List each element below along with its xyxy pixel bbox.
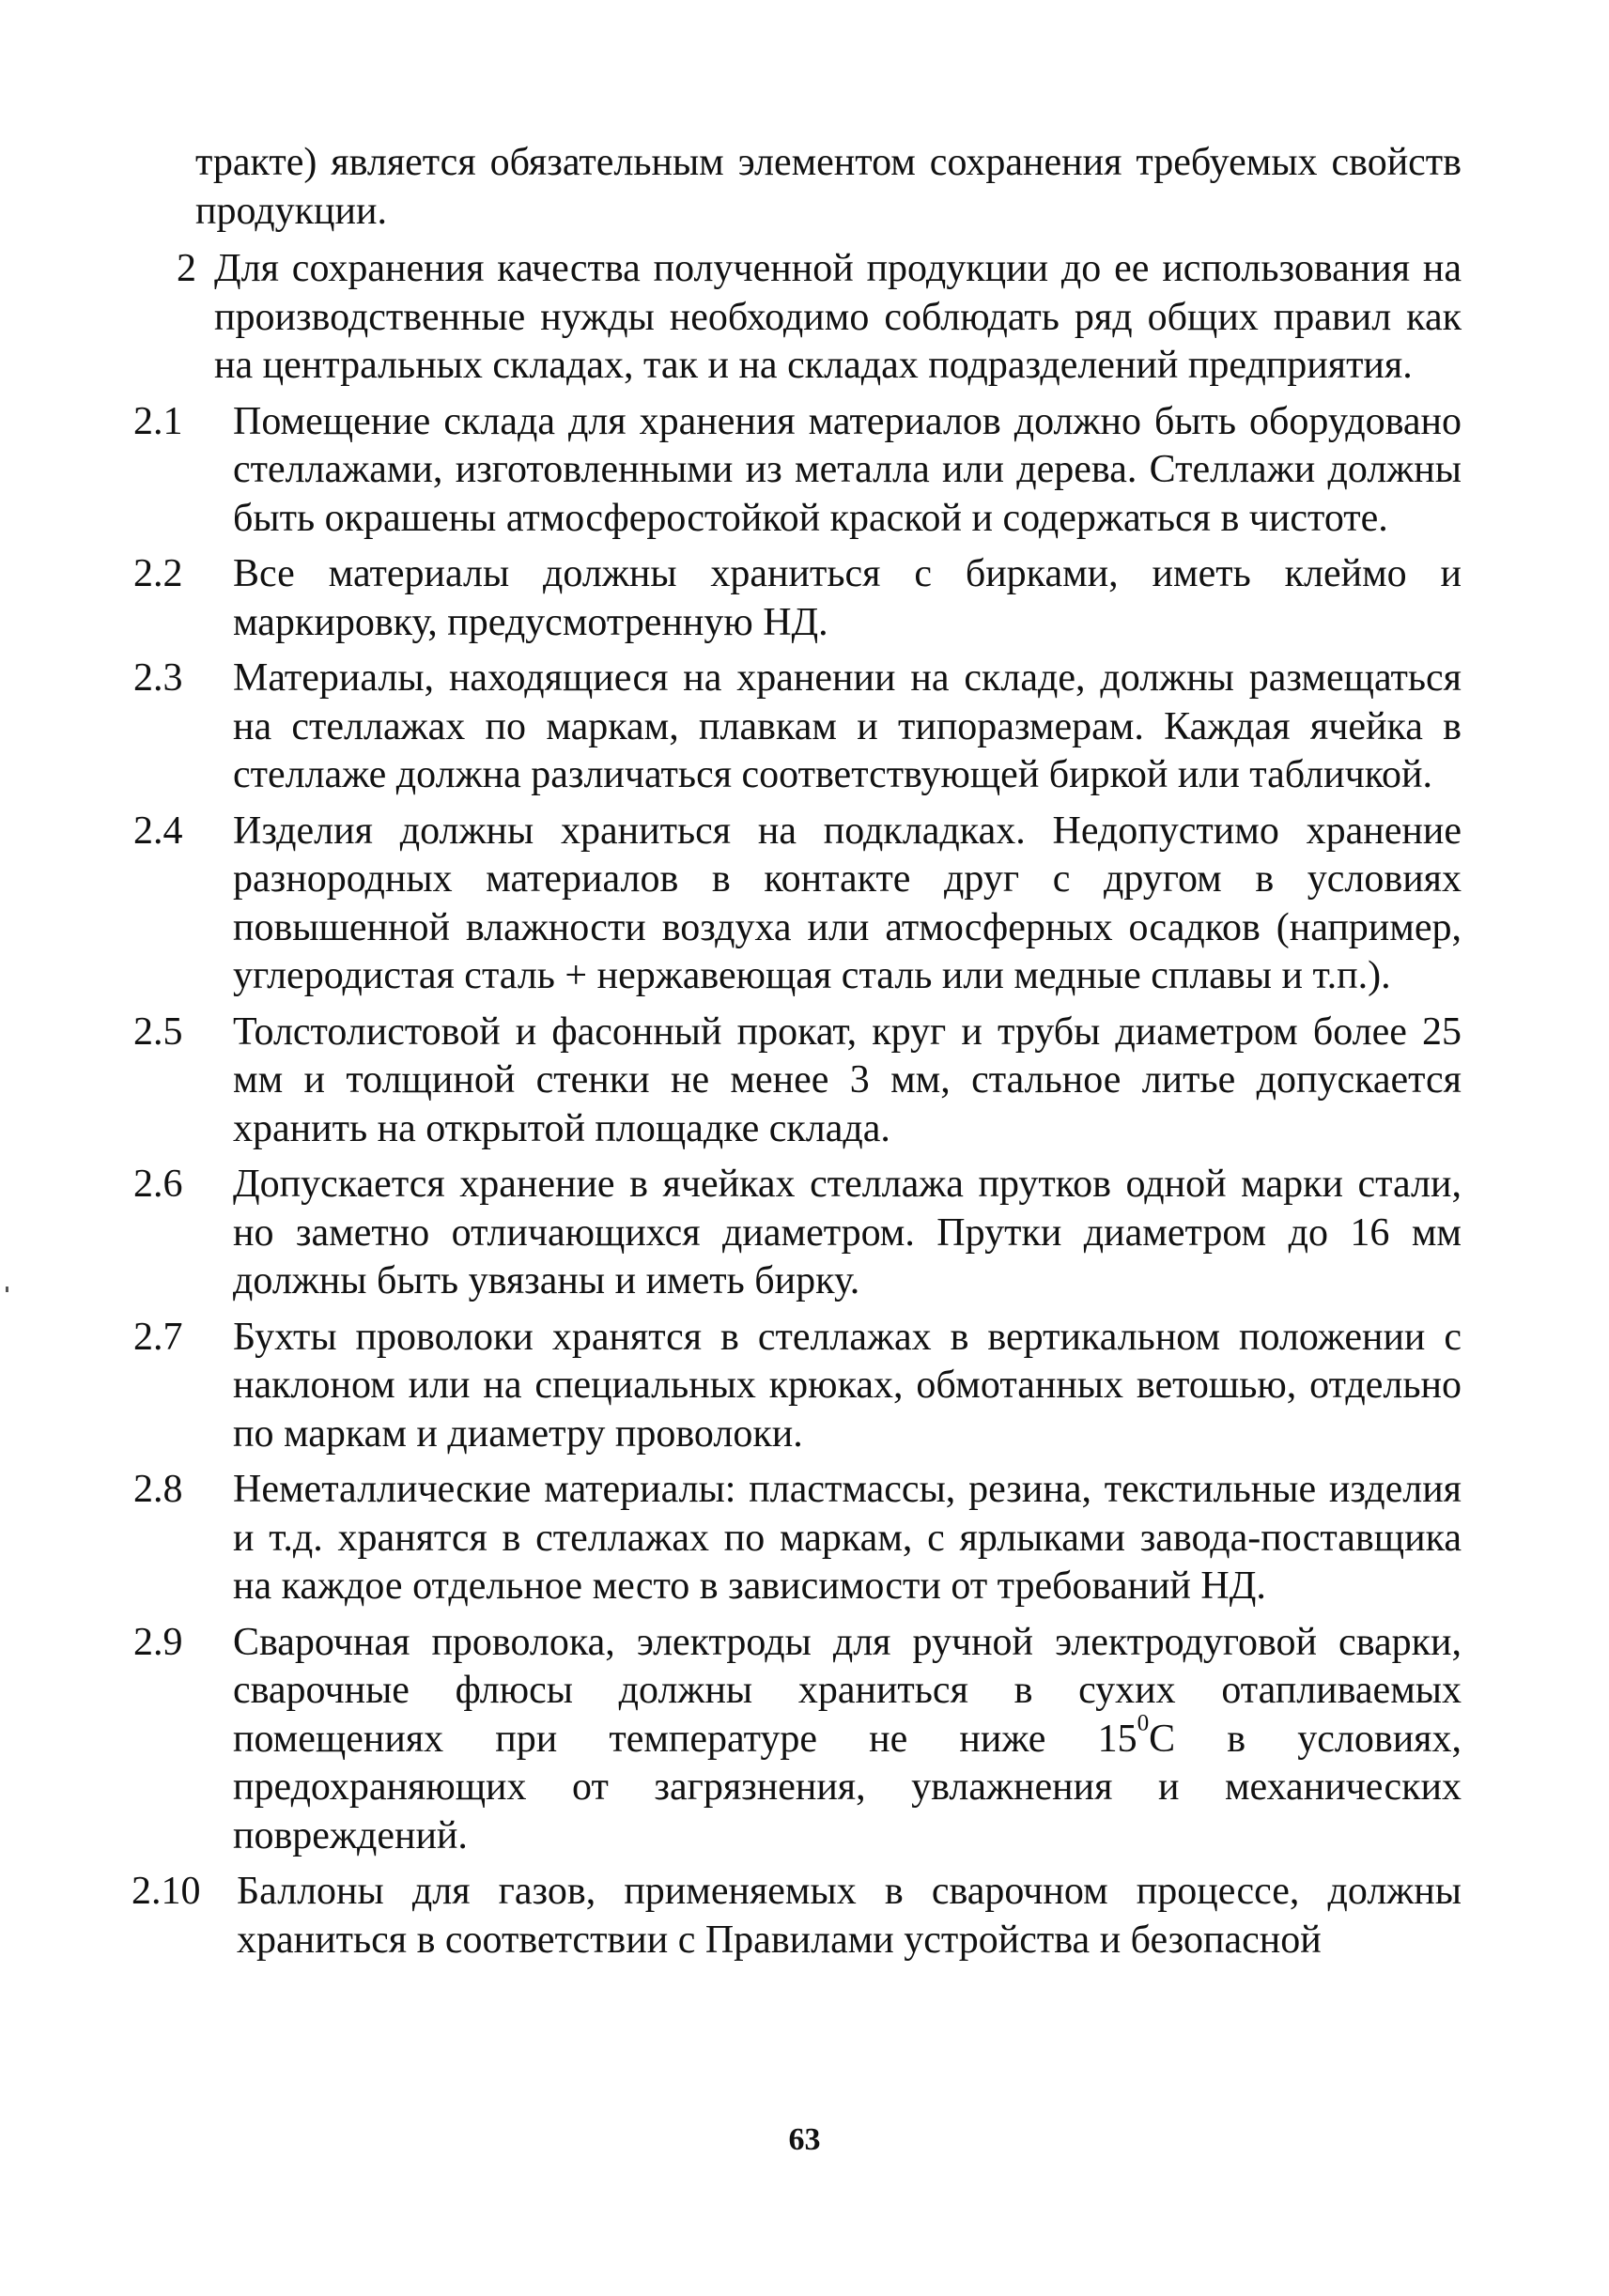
item-text: Неметаллические материалы: пластмассы, резина, текстильные изделия и т.д. хранятся в стеллажах по маркам, с ярлыками завода-поставщика на каждое отдельное место в зависимости от требований НД.	[233, 1468, 1462, 1608]
item-text: Баллоны для газов, применяемых в сварочном процессе, должны храниться в соответствии с Правилами устройства и безопасной	[237, 1870, 1462, 1962]
item-text-part-2: С в условиях, предохраняющих от загрязнения, увлажнения и механических повреждений.	[233, 1717, 1462, 1857]
item-number: 2.9	[133, 1620, 183, 1664]
item-number: 2.1	[133, 399, 183, 443]
item-number: 2.7	[133, 1315, 183, 1359]
list-item-2-8	[133, 1466, 1462, 1611]
item-number: 2.2	[133, 552, 183, 595]
list-item-2-2	[133, 550, 1462, 647]
item-text: Материалы, находящиеся на хранении на складе, должны размещаться на стеллажах по маркам, плавкам и типоразмерам. Каждая ячейка в стеллаже должна различаться соответствующей биркой или табличкой.	[233, 656, 1462, 796]
list-item-2-7	[133, 1314, 1462, 1459]
item-number: 2	[177, 247, 196, 290]
item-number: 2.8	[133, 1468, 183, 1511]
list-item-2	[177, 245, 1462, 391]
item-text: Помещение склада для хранения материалов должно быть оборудовано стеллажами, изготовленными из металла или дерева. Стеллажи должны быть окрашены атмосферостойкой краской и содержаться в чистоте.	[233, 399, 1462, 540]
body-text	[132, 139, 1462, 1972]
list-item-2-3	[133, 655, 1462, 800]
list-item-2-6	[133, 1161, 1462, 1306]
item-text: Изделия должны храниться на подкладках. Недопустимо хранение разнородных материалов в контакте друг с другом в условиях повышенной влажности воздуха или атмосферных осадков (например, углеродистая сталь + нержавеющая сталь или медные сплавы и т.п.).	[233, 809, 1462, 997]
item-number: 2.6	[133, 1163, 183, 1206]
list-item-2-4	[133, 808, 1462, 1001]
list-item-2-10	[132, 1868, 1462, 1965]
item-text: Бухты проволоки хранятся в стеллажах в вертикальном положении с наклоном или на специальных крюках, обмотанных ветошью, отдельно по маркам и диаметру проволоки.	[233, 1315, 1462, 1456]
page-number: 63	[788, 2122, 821, 2157]
scan-speck	[6, 1287, 8, 1292]
item-number: 2.3	[133, 656, 183, 700]
continuation-paragraph: тракте) является обязательным элементом сохранения требуемых свойств продукции.	[195, 141, 1462, 233]
list-item-2-1	[133, 398, 1462, 544]
item-number: 2.5	[133, 1009, 183, 1054]
item-text: Допускается хранение в ячейках стеллажа прутков одной марки стали, но заметно отличающихся диаметром. Прутки диаметром до 16 мм должны быть увязаны и иметь бирку.	[233, 1163, 1462, 1302]
item-text: Все материалы должны храниться с бирками, иметь клеймо и маркировку, предусмотренную НД.	[233, 552, 1462, 644]
list-item-2-5	[133, 1009, 1462, 1154]
item-text: Толстолистовой и фасонный прокат, круг и трубы диаметром более 25 мм и толщиной стенки не менее 3 мм, стальное литье допускается хранить на открытой площадке склада.	[233, 1009, 1462, 1150]
item-text: Для сохранения качества полученной продукции до ее использования на производственные нужды необходимо соблюдать ряд общих правил как на центральных складах, так и на складах подразделений предприятия.	[214, 247, 1462, 387]
item-number: 2.4	[133, 809, 183, 853]
list-item-2-9	[133, 1619, 1462, 1861]
item-number: 2.10	[132, 1870, 201, 1913]
temperature-superscript: 0	[1137, 1709, 1150, 1735]
item-text-part-1: Сварочная проволока, электроды для ручной электродуговой сварки, сварочные флюсы должны храниться в сухих отапливаемых помещениях при температуре не ниже 15	[233, 1620, 1462, 1761]
